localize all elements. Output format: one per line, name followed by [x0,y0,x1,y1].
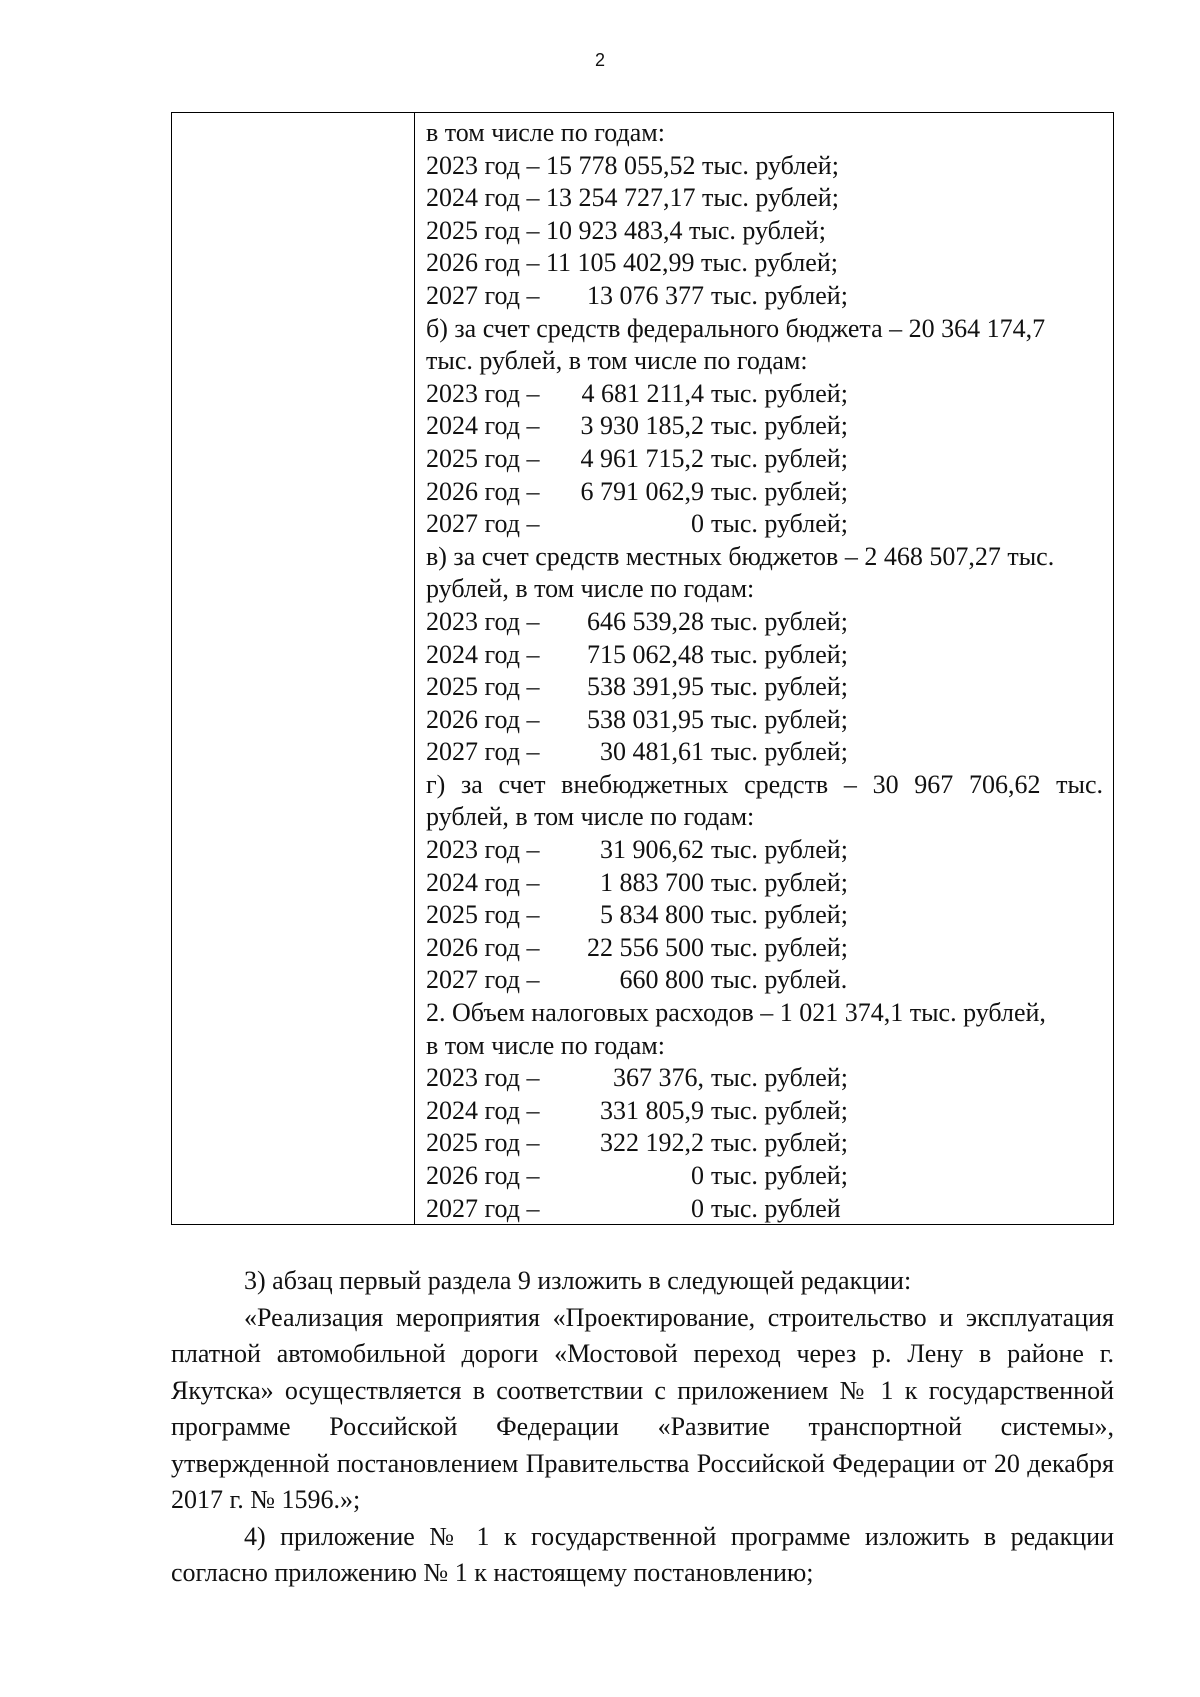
amount-value: 30 481,61 [600,737,704,767]
amount-unit: тыс. рублей; [711,443,848,473]
table-line [426,606,1103,639]
table-line [426,834,1103,867]
amount-value: 5 834 800 [600,900,704,930]
paragraph: 3) абзац первый раздела 9 изложить в следующей редакции: [244,1266,912,1295]
year-label: 2026 год – [426,476,540,506]
table-line: б) за счет средств федерального бюджета – 20 364 174,7 [426,313,1046,343]
amount-unit: тыс. рублей; [711,378,848,408]
table-line [426,280,1103,313]
table-line: 2025 год – 10 923 483,4 тыс. рублей; [426,215,826,245]
table-left-cell [172,113,415,1224]
year-label: 2024 год – [426,1095,540,1125]
paragraph: 4) приложение № 1 к государственной программе изложить в редакции согласно приложению № 1 к настоящему постановлению; [171,1521,1114,1587]
amount-value: 3 930 185,2 [580,411,704,441]
amount-unit: тыс. рублей; [711,639,848,669]
table-line [426,443,1103,476]
year-label: 2027 год – [426,280,540,310]
amount-unit: тыс. рублей; [711,672,848,702]
amount-unit: тыс. рублей; [711,737,848,767]
table-right-cell [415,113,1113,1224]
table-line [426,476,1103,509]
amount-value: 0 [691,1193,704,1223]
amount-unit: тыс. рублей; [711,932,848,962]
amount-unit: тыс. рублей; [711,476,848,506]
amount-value: 660 800 [619,965,704,995]
year-label: 2025 год – [426,900,540,930]
table-line [426,736,1103,769]
amount-value: 538 031,95 [587,704,704,734]
amount-value: 0 [691,1161,704,1190]
amount-value: 1 883 700 [600,867,704,897]
year-label: 2026 год – [426,932,540,962]
amount-value: 6 791 062,9 [580,476,704,506]
year-label: 2023 год – [426,606,540,636]
amount-unit: тыс. рублей; [711,509,848,539]
table-line: рублей, в том числе по годам: [426,802,755,832]
table-line [426,1095,1103,1128]
year-label: 2025 год – [426,1128,540,1158]
body-text [171,1263,1114,1592]
amount-unit: тыс. рублей; [711,867,848,897]
budget-table [171,112,1114,1225]
amount-value: 331 805,9 [600,1095,704,1125]
table-line: 2. Объем налоговых расходов – 1 021 374,1 тыс. рублей, [426,998,1046,1028]
year-label: 2026 год – [426,704,540,734]
year-label: 2023 год – [426,835,540,865]
year-label: 2025 год – [426,672,540,702]
amount-value: 715 062,48 [587,639,704,669]
table-line [426,1193,1103,1226]
table-line: 2024 год – 13 254 727,17 тыс. рублей; [426,183,839,213]
amount-unit: тыс. рублей; [711,1128,848,1158]
year-label: 2027 год – [426,737,540,767]
amount-unit: тыс. рублей; [711,280,848,310]
year-label: 2026 год – [426,1161,540,1190]
amount-unit: тыс. рублей [711,1193,841,1223]
amount-value: 31 906,62 [600,835,704,865]
table-line [426,899,1103,932]
amount-unit: тыс. рублей; [711,606,848,636]
table-line [426,410,1103,443]
table-line: 2026 год – 11 105 402,99 тыс. рублей; [426,248,838,278]
table-line: рублей, в том числе по годам: [426,574,755,604]
table-line [426,964,1103,997]
year-label: 2023 год – [426,378,540,408]
amount-unit: тыс. рублей; [711,900,848,930]
amount-value: 0 [691,509,704,539]
amount-value: 4 681 211,4 [581,378,704,408]
year-label: 2023 год – [426,1063,540,1093]
table-line [426,1062,1103,1095]
amount-value: 322 192,2 [600,1128,704,1158]
amount-value: 22 556 500 [587,932,704,962]
table-line [426,867,1103,900]
year-label: 2027 год – [426,509,540,539]
table-line: 2023 год – 15 778 055,52 тыс. рублей; [426,150,839,180]
amount-unit: тыс. рублей; [711,411,848,441]
table-line [426,704,1103,737]
year-label: 2024 год – [426,867,540,897]
amount-unit: тыс. рублей. [711,965,848,995]
amount-unit: тыс. рублей; [711,1161,848,1190]
table-line: тыс. рублей, в том числе по годам: [426,346,808,376]
amount-unit: тыс. рублей; [711,1095,848,1125]
amount-value: 4 961 715,2 [580,443,704,473]
year-label: 2024 год – [426,639,540,669]
amount-unit: тыс. рублей; [711,1063,848,1093]
table-line [426,932,1103,965]
table-line: г) за счет внебюджетных средств – 30 967 706,62 тыс. [426,769,1103,799]
table-line [426,508,1103,541]
amount-value: 13 076 377 [587,280,704,310]
year-label: 2025 год – [426,443,540,473]
table-line [426,1127,1103,1160]
year-label: 2027 год – [426,965,540,995]
page-number: 2 [594,50,605,70]
year-label: 2027 год – [426,1193,540,1223]
table-line [426,639,1103,672]
amount-value: 646 539,28 [587,606,704,636]
amount-value: 367 376, [613,1063,704,1093]
table-line: в) за счет средств местных бюджетов – 2 468 507,27 тыс. [426,541,1055,571]
table-line [426,1160,1103,1193]
table-line: в том числе по годам: [426,1030,665,1060]
amount-unit: тыс. рублей; [711,835,848,865]
amount-unit: тыс. рублей; [711,704,848,734]
paragraph: «Реализация мероприятия «Проектирование, строительство и эксплуатация платной автомобильной дороги «Мостовой переход через р. Лену в районе г. Якутска» осуществляется в соответствии с приложением № 1 к государственной программе Российской Федерации «Развитие транспортной системы», утвержденной постановлением Правительства Российской Федерации от 20 декабря 2017 г. № 1596.»; [171,1302,1114,1514]
table-line: в том числе по годам: [426,118,665,147]
table-line [426,671,1103,704]
amount-value: 538 391,95 [587,672,704,702]
table-line [426,378,1103,411]
year-label: 2024 год – [426,411,540,441]
